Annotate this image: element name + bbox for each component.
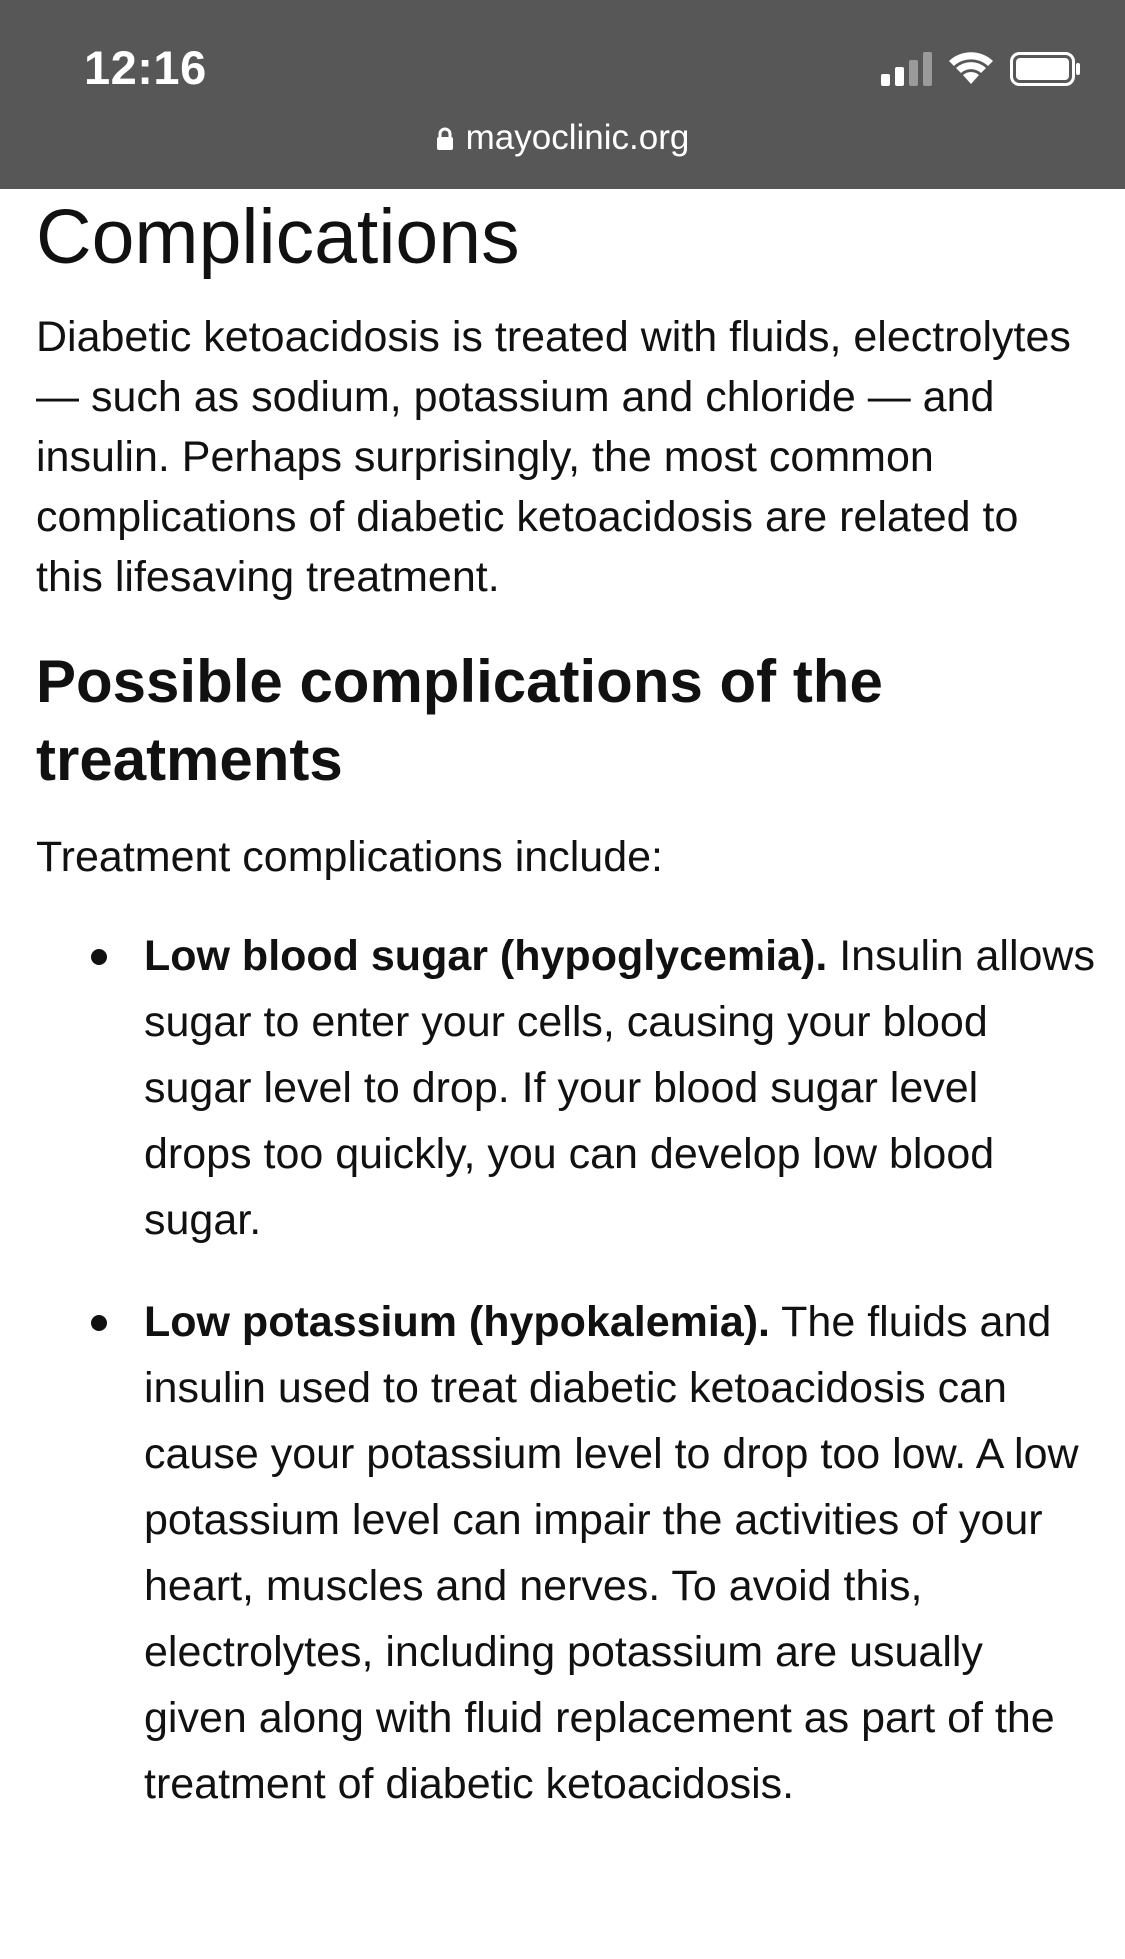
bullet-icon bbox=[91, 1315, 107, 1331]
page-title: Complications bbox=[36, 194, 520, 280]
list-item-term: Low potassium (hypokalemia). bbox=[144, 1298, 770, 1346]
status-time: 12:16 bbox=[84, 41, 207, 94]
lead-paragraph: Treatment complications include: bbox=[36, 833, 663, 881]
section-heading: Possible complications of the treatments bbox=[36, 648, 883, 793]
url-text: mayoclinic.org bbox=[465, 118, 690, 157]
battery-icon bbox=[1010, 52, 1082, 86]
article-content bbox=[36, 189, 1096, 1853]
list-item bbox=[36, 1289, 1096, 1817]
list-item-term: Low blood sugar (hypoglycemia). bbox=[144, 932, 828, 980]
status-bar bbox=[0, 0, 1125, 189]
intro-paragraph: Diabetic ketoacidosis is treated with fluids, electrolytes — such as sodium, potassium and chloride — and insulin. Perhaps surprisingly, the most common complications of diabetic ketoacidosis are related to this lifesaving treatment. bbox=[36, 313, 1071, 601]
lock-icon bbox=[436, 127, 454, 151]
list-item-text: Insulin allows sugar to enter your cells, causing your blood sugar level to drop. If your blood sugar level drops too quickly, you can develop low blood sugar. bbox=[144, 932, 1095, 1244]
list-item-text: The fluids and insulin used to treat diabetic ketoacidosis can cause your potassium level to drop too low. A low potassium level can impair the activities of your heart, muscles and nerves. To avoid this, electrolytes, including potassium are usually given along with fluid replacement as part of the treatment of diabetic ketoacidosis. bbox=[144, 1298, 1079, 1808]
cellular-signal-icon bbox=[881, 52, 933, 86]
complications-list bbox=[36, 923, 1096, 1817]
bullet-icon bbox=[91, 949, 107, 965]
address-bar[interactable] bbox=[0, 118, 1125, 158]
wifi-icon bbox=[947, 50, 995, 86]
list-item bbox=[36, 923, 1096, 1253]
